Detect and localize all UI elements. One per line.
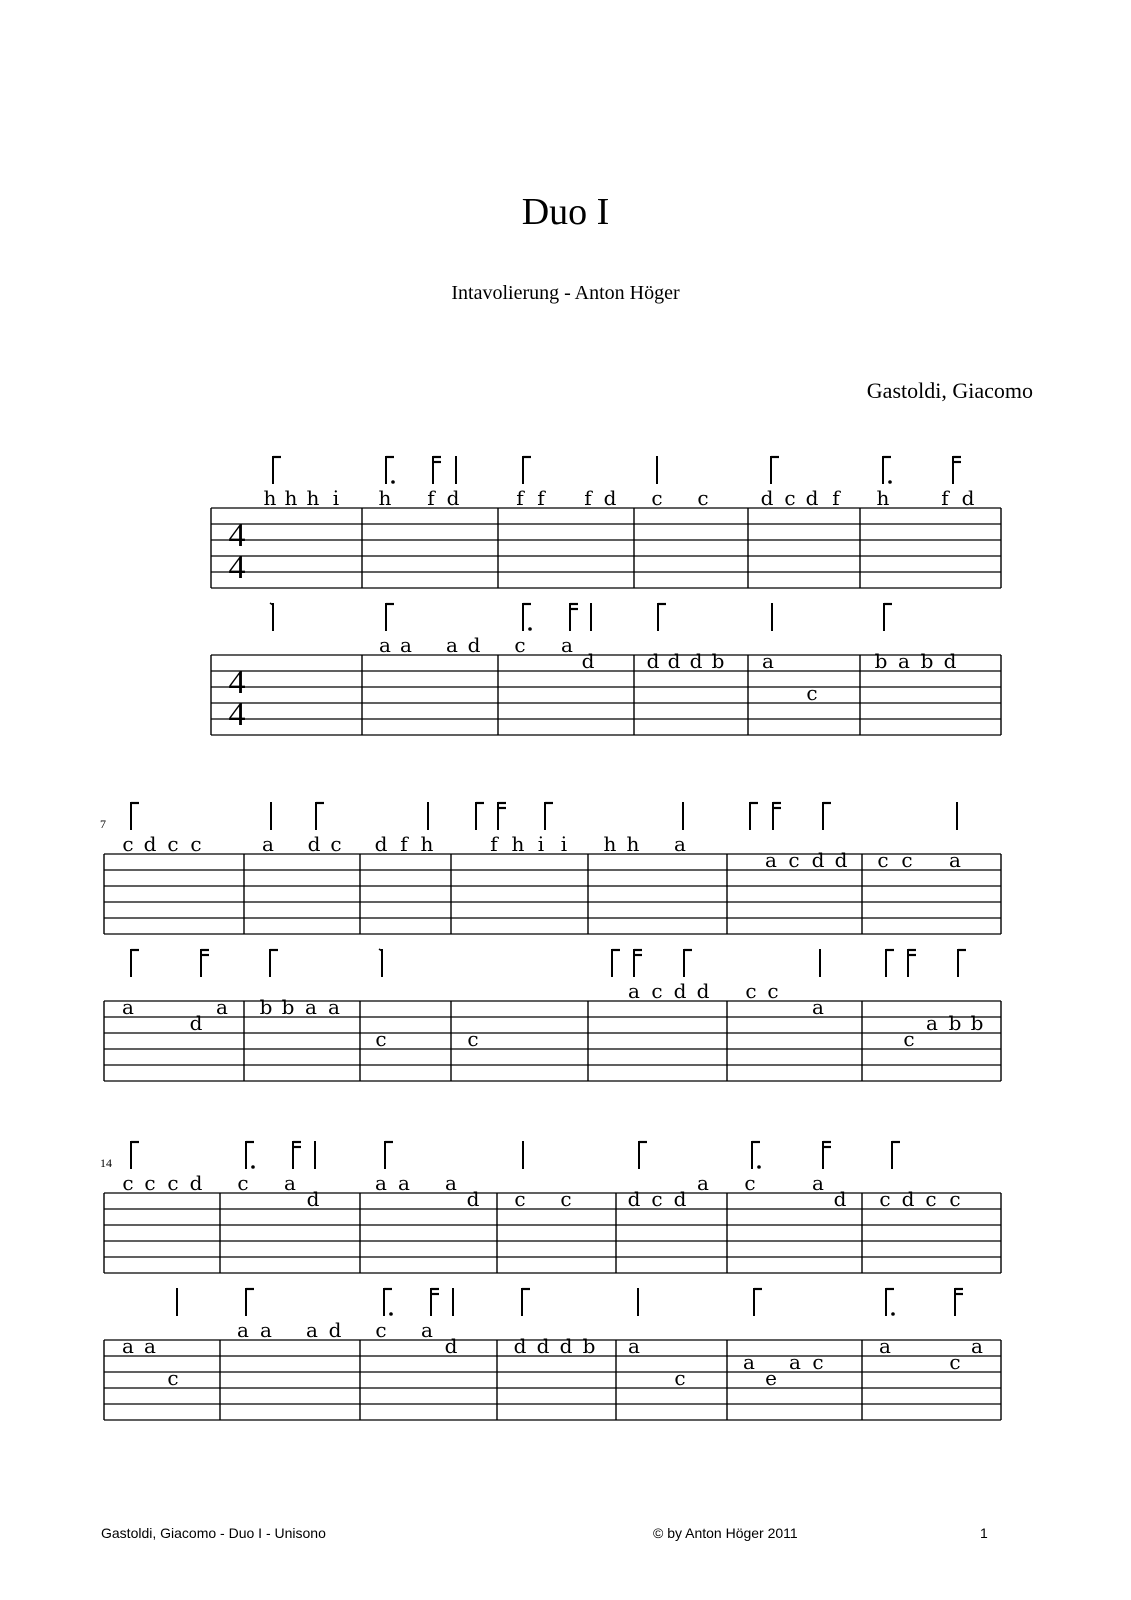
tab-letter: a bbox=[445, 1171, 457, 1195]
tab-letter: c bbox=[190, 832, 202, 856]
footer-source: Gastoldi, Giacomo - Duo I - Unisono bbox=[101, 1525, 326, 1541]
tab-letter: c bbox=[812, 1350, 824, 1374]
rhythm-sign bbox=[750, 802, 758, 830]
tab-letter: f bbox=[537, 486, 545, 510]
tab-letter: a bbox=[328, 995, 340, 1019]
tab-letter: d bbox=[673, 979, 687, 1003]
tab-letter: f bbox=[832, 486, 840, 510]
tab-letter: i bbox=[332, 486, 340, 510]
rhythm-sign bbox=[523, 456, 531, 484]
tab-letter: i bbox=[560, 832, 568, 856]
tab-letter: b bbox=[582, 1334, 596, 1358]
tab-letter: c bbox=[767, 979, 779, 1003]
tab-letter: f bbox=[584, 486, 592, 510]
page-title: Duo I bbox=[521, 191, 610, 233]
rhythm-sign bbox=[476, 802, 484, 830]
tab-letter: d bbox=[646, 649, 660, 673]
tab-letter: a bbox=[398, 1171, 410, 1195]
tab-letter: c bbox=[784, 486, 796, 510]
rhythm-dot bbox=[888, 480, 892, 484]
tab-letter: a bbox=[237, 1318, 249, 1342]
rhythm-sign bbox=[386, 456, 395, 484]
tab-letter: d bbox=[834, 848, 848, 872]
tab-letter: c bbox=[375, 1318, 387, 1342]
tab-letter: d bbox=[444, 1334, 458, 1358]
staff-upper bbox=[100, 802, 1001, 934]
rhythm-sign bbox=[270, 603, 273, 631]
rhythm-sign bbox=[131, 949, 139, 977]
rhythm-sign bbox=[639, 1141, 647, 1169]
tab-letter: a bbox=[262, 832, 274, 856]
tab-letter: d bbox=[943, 649, 957, 673]
rhythm-sign bbox=[658, 603, 666, 631]
tab-letter: c bbox=[651, 1187, 663, 1211]
tab-letter: a bbox=[879, 1334, 891, 1358]
rhythm-dot bbox=[891, 1312, 895, 1316]
tab-letter: b bbox=[281, 995, 295, 1019]
rhythm-sign bbox=[823, 1141, 831, 1169]
tab-letter: b bbox=[970, 1011, 984, 1035]
tab-letter: c bbox=[237, 1171, 249, 1195]
tab-letter: f bbox=[400, 832, 408, 856]
rhythm-dot bbox=[389, 1312, 393, 1316]
tab-letter: d bbox=[374, 832, 388, 856]
tab-letter: c bbox=[674, 1366, 686, 1390]
tab-letter: a bbox=[812, 1171, 824, 1195]
tab-letter: h bbox=[626, 832, 640, 856]
tab-letter: a bbox=[122, 995, 134, 1019]
tab-letter: d bbox=[467, 633, 481, 657]
tab-letter: c bbox=[514, 633, 526, 657]
rhythm-sign bbox=[293, 1141, 301, 1169]
tab-letter: f bbox=[427, 486, 435, 510]
tab-letter: c bbox=[651, 486, 663, 510]
tab-letter: h bbox=[263, 486, 277, 510]
tab-letter: c bbox=[788, 848, 800, 872]
tab-letter: a bbox=[628, 1334, 640, 1358]
tab-letter: d bbox=[513, 1334, 527, 1358]
tab-letter: b bbox=[874, 649, 888, 673]
tab-letter: a bbox=[400, 633, 412, 657]
tab-letter: c bbox=[651, 979, 663, 1003]
tab-letter: h bbox=[420, 832, 434, 856]
tab-letter: a bbox=[674, 832, 686, 856]
tab-letter: a bbox=[561, 633, 573, 657]
rhythm-sign bbox=[570, 603, 578, 631]
tab-letter: c bbox=[697, 486, 709, 510]
rhythm-sign bbox=[273, 456, 281, 484]
rhythm-sign bbox=[884, 603, 892, 631]
rhythm-sign bbox=[431, 1288, 439, 1316]
tab-letter: a bbox=[216, 995, 228, 1019]
tab-letter: c bbox=[467, 1027, 479, 1051]
time-signature-top: 4 bbox=[228, 664, 246, 701]
tab-letter: c bbox=[744, 1171, 756, 1195]
tab-letter: a bbox=[765, 848, 777, 872]
time-signature-top: 4 bbox=[228, 517, 246, 554]
tab-letter: f bbox=[941, 486, 949, 510]
tab-letter: a bbox=[762, 649, 774, 673]
tab-letter: c bbox=[144, 1171, 156, 1195]
tab-letter: a bbox=[421, 1318, 433, 1342]
staff-upper bbox=[100, 1141, 1001, 1273]
rhythm-dot bbox=[251, 1165, 255, 1169]
tab-letter: a bbox=[697, 1171, 709, 1195]
tab-letter: c bbox=[901, 848, 913, 872]
rhythm-sign bbox=[754, 1288, 762, 1316]
tab-letter: a bbox=[260, 1318, 272, 1342]
tab-letter: d bbox=[901, 1187, 915, 1211]
tab-letter: h bbox=[306, 486, 320, 510]
tab-letter: c bbox=[167, 1366, 179, 1390]
tab-letter: c bbox=[949, 1350, 961, 1374]
tab-letter: c bbox=[879, 1187, 891, 1211]
rhythm-sign bbox=[522, 1288, 530, 1316]
tab-letter: d bbox=[328, 1318, 342, 1342]
tab-letter: d bbox=[805, 486, 819, 510]
rhythm-sign bbox=[953, 456, 961, 484]
rhythm-sign bbox=[316, 802, 324, 830]
tab-letter: c bbox=[949, 1187, 961, 1211]
time-signature-bottom: 4 bbox=[228, 696, 246, 733]
tab-letter: c bbox=[167, 832, 179, 856]
rhythm-sign bbox=[270, 949, 278, 977]
tab-letter: c bbox=[330, 832, 342, 856]
rhythm-sign bbox=[752, 1141, 761, 1169]
staff-lower bbox=[104, 949, 1001, 1081]
rhythm-sign bbox=[773, 802, 781, 830]
tab-letter: a bbox=[305, 995, 317, 1019]
tab-letter: d bbox=[446, 486, 460, 510]
tab-letter: c bbox=[122, 832, 134, 856]
tab-letter: h bbox=[378, 486, 392, 510]
tab-letter: c bbox=[925, 1187, 937, 1211]
tab-letter: a bbox=[122, 1334, 134, 1358]
tab-letter: a bbox=[375, 1171, 387, 1195]
system-3 bbox=[100, 1141, 1001, 1420]
tab-letter: d bbox=[466, 1187, 480, 1211]
footer-page-number: 1 bbox=[980, 1525, 988, 1541]
rhythm-sign bbox=[201, 949, 209, 977]
tab-letter: d bbox=[559, 1334, 573, 1358]
staff-upper bbox=[211, 456, 1001, 588]
tab-letter: d bbox=[689, 649, 703, 673]
rhythm-sign bbox=[386, 603, 394, 631]
rhythm-sign bbox=[771, 456, 779, 484]
tab-letter: d bbox=[189, 1011, 203, 1035]
tab-letter: c bbox=[903, 1027, 915, 1051]
rhythm-sign bbox=[908, 949, 916, 977]
tab-letter: c bbox=[375, 1027, 387, 1051]
rhythm-sign bbox=[883, 456, 892, 484]
tab-letter: h bbox=[876, 486, 890, 510]
tab-letter: f bbox=[516, 486, 524, 510]
rhythm-dot bbox=[757, 1165, 761, 1169]
rhythm-sign bbox=[955, 1288, 963, 1316]
tab-letter: d bbox=[307, 832, 321, 856]
rhythm-sign bbox=[634, 949, 642, 977]
tab-letter: a bbox=[949, 848, 961, 872]
rhythm-sign bbox=[545, 802, 553, 830]
footer-copyright: © by Anton Höger 2011 bbox=[653, 1525, 798, 1541]
tab-letter: d bbox=[536, 1334, 550, 1358]
rhythm-sign bbox=[131, 1141, 139, 1169]
tab-letter: a bbox=[446, 633, 458, 657]
tab-letter: h bbox=[603, 832, 617, 856]
tab-letter: a bbox=[971, 1334, 983, 1358]
subtitle: Intavolierung - Anton Höger bbox=[451, 282, 680, 304]
tab-letter: b bbox=[948, 1011, 962, 1035]
tab-letter: a bbox=[789, 1350, 801, 1374]
rhythm-sign bbox=[246, 1141, 255, 1169]
rhythm-sign bbox=[384, 1288, 393, 1316]
tab-letter: b bbox=[920, 649, 934, 673]
rhythm-sign bbox=[958, 949, 966, 977]
tab-letter: c bbox=[877, 848, 889, 872]
tab-letter: d bbox=[961, 486, 975, 510]
tab-letter: d bbox=[696, 979, 710, 1003]
tab-letter: e bbox=[765, 1366, 777, 1390]
tab-letter: d bbox=[811, 848, 825, 872]
rhythm-sign bbox=[886, 949, 894, 977]
rhythm-dot bbox=[391, 480, 395, 484]
rhythm-sign bbox=[523, 603, 532, 631]
tab-letter: i bbox=[537, 832, 545, 856]
tab-letter: a bbox=[306, 1318, 318, 1342]
composer-name: Gastoldi, Giacomo bbox=[866, 378, 1033, 403]
system-2 bbox=[100, 802, 1001, 1081]
tab-letter: a bbox=[743, 1350, 755, 1374]
tab-letter: a bbox=[379, 633, 391, 657]
tab-letter: h bbox=[284, 486, 298, 510]
rhythm-sign bbox=[823, 802, 831, 830]
measure-number: 14 bbox=[100, 1156, 112, 1170]
tab-letter: c bbox=[122, 1171, 134, 1195]
tab-letter: c bbox=[514, 1187, 526, 1211]
rhythm-dot bbox=[528, 627, 532, 631]
staff-lower bbox=[104, 1288, 1001, 1420]
tab-letter: d bbox=[603, 486, 617, 510]
tab-letter: f bbox=[490, 832, 498, 856]
tab-letter: d bbox=[627, 1187, 641, 1211]
tab-letter: a bbox=[144, 1334, 156, 1358]
tab-letter: a bbox=[926, 1011, 938, 1035]
rhythm-sign bbox=[892, 1141, 900, 1169]
staff-lower bbox=[211, 603, 1001, 735]
rhythm-sign bbox=[433, 456, 441, 484]
rhythm-sign bbox=[612, 949, 620, 977]
system-1 bbox=[211, 456, 1001, 735]
rhythm-sign bbox=[684, 949, 692, 977]
time-signature-bottom: 4 bbox=[228, 549, 246, 586]
tab-letter: d bbox=[306, 1187, 320, 1211]
rhythm-sign bbox=[131, 802, 139, 830]
tab-letter: c bbox=[560, 1187, 572, 1211]
rhythm-sign bbox=[498, 802, 506, 830]
tab-letter: b bbox=[711, 649, 725, 673]
tab-letter: d bbox=[667, 649, 681, 673]
tab-letter: a bbox=[812, 995, 824, 1019]
rhythm-sign bbox=[379, 949, 382, 977]
tab-letter: a bbox=[284, 1171, 296, 1195]
tab-letter: d bbox=[189, 1171, 203, 1195]
tab-letter: d bbox=[760, 486, 774, 510]
tab-letter: a bbox=[898, 649, 910, 673]
tab-letter: d bbox=[833, 1187, 847, 1211]
tab-letter: c bbox=[167, 1171, 179, 1195]
rhythm-sign bbox=[886, 1288, 895, 1316]
rhythm-sign bbox=[385, 1141, 393, 1169]
tab-letter: h bbox=[511, 832, 525, 856]
tab-letter: d bbox=[581, 649, 595, 673]
tab-letter: a bbox=[628, 979, 640, 1003]
measure-number: 7 bbox=[100, 817, 106, 831]
tab-letter: d bbox=[673, 1187, 687, 1211]
tab-letter: b bbox=[259, 995, 273, 1019]
tab-letter: d bbox=[143, 832, 157, 856]
rhythm-sign bbox=[246, 1288, 254, 1316]
tab-letter: c bbox=[745, 979, 757, 1003]
tab-letter: c bbox=[806, 681, 818, 705]
